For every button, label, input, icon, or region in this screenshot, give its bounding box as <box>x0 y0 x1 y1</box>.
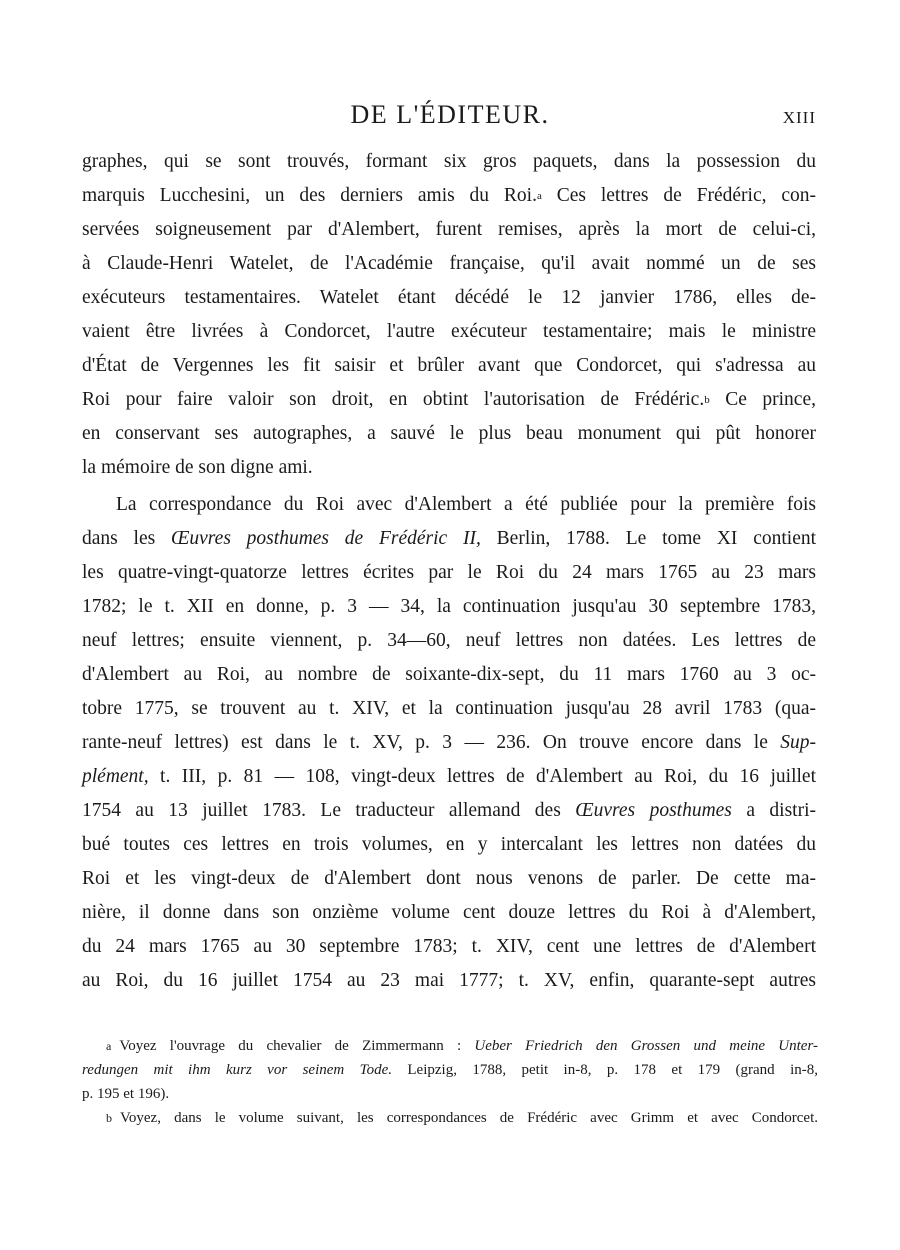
text-line: vaient être livrées à Condorcet, l'autre exécuteur testamentaire; mais le ministre <box>82 321 816 342</box>
text-line: du 24 mars 1765 au 30 septembre 1783; t. XIV, cent une lettres de d'Alembert <box>82 936 816 957</box>
text-line: la mémoire de son digne ami. <box>82 457 313 478</box>
book-title: Sup- <box>780 732 816 753</box>
footnote-a-line: p. 195 et 196). <box>82 1086 170 1102</box>
text-line: marquis Lucchesini, un des derniers amis du Roi.a Ces lettres de Frédéric, con- <box>82 185 816 206</box>
text-line: à Claude-Henri Watelet, de l'Académie française, qu'il avait nommé un de ses <box>82 253 816 274</box>
footnote-a: a Voyez l'ouvrage du chevalier de Zimmermann : Ueber Friedrich den Grossen und meine Unter- <box>106 1038 818 1054</box>
text-line: Roi pour faire valoir son droit, en obtint l'autorisation de Frédéric.b Ce prince, <box>82 389 816 410</box>
text-line: Roi et les vingt-deux de d'Alembert dont nous venons de parler. De cette ma- <box>82 868 816 889</box>
running-head <box>0 100 900 134</box>
text-line: rante-neuf lettres) est dans le t. XV, p. 3 — 236. On trouve encore dans le Sup- <box>82 732 816 753</box>
body-text <box>82 145 816 998</box>
text-line: 1754 au 13 juillet 1783. Le traducteur allemand des Œuvres posthumes a distri- <box>82 800 816 821</box>
text-line: La correspondance du Roi avec d'Alembert a été publiée pour la première fois <box>116 494 816 515</box>
text-line: au Roi, du 16 juillet 1754 au 23 mai 1777; t. XV, enfin, quarante-sept autres <box>82 970 816 991</box>
footnote-marker: a <box>106 1039 112 1053</box>
text-line: d'État de Vergennes les fit saisir et brûler avant que Condorcet, qui s'adressa au <box>82 355 816 376</box>
text-line: neuf lettres; ensuite viennent, p. 34—60, neuf lettres non datées. Les lettres de <box>82 630 816 651</box>
text-line: dans les Œuvres posthumes de Frédéric II, Berlin, 1788. Le tome XI contient <box>82 528 817 549</box>
book-title: plément, <box>82 766 149 787</box>
text-line: exécuteurs testamentaires. Watelet étant décédé le 12 janvier 1786, elles de- <box>82 287 816 308</box>
text-line: bué toutes ces lettres en trois volumes, en y intercalant les lettres non datées du <box>82 834 816 855</box>
footnote-b: b Voyez, dans le volume suivant, les correspondances de Frédéric avec Grimm et avec Condorcet. <box>106 1110 818 1126</box>
text-line: graphes, qui se sont trouvés, formant six gros paquets, dans la possession du <box>82 151 816 172</box>
book-title: Ueber Friedrich den Grossen und meine Unter- <box>474 1038 818 1054</box>
footnote-marker: b <box>106 1111 112 1125</box>
text-line: plément, t. III, p. 81 — 108, vingt-deux lettres de d'Alembert au Roi, du 16 juillet <box>82 766 816 787</box>
text-line: tobre 1775, se trouvent au t. XIV, et la continuation jusqu'au 28 avril 1783 (qua- <box>82 698 816 719</box>
footnote-ref-a[interactable]: a <box>536 190 542 202</box>
footnote-ref-b[interactable]: b <box>704 394 710 406</box>
text-line: servées soigneusement par d'Alembert, furent remises, après la mort de celui-ci, <box>82 219 816 240</box>
footnotes <box>82 1034 818 1130</box>
book-title: redungen mit ihm kurz vor seinem Tode. <box>82 1062 392 1078</box>
footnote-a-line: redungen mit ihm kurz vor seinem Tode. Leipzig, 1788, petit in-8, p. 178 et 179 (grand in-8, <box>82 1062 818 1078</box>
text-line: les quatre-vingt-quatorze lettres écrites par le Roi du 24 mars 1765 au 23 mars <box>82 562 816 583</box>
text-line: en conservant ses autographes, a sauvé le plus beau monument qui pût honorer <box>82 423 816 444</box>
book-title: Œuvres posthumes <box>575 800 732 821</box>
book-title: Œuvres posthumes de Frédéric II, <box>170 528 481 549</box>
text-line: nière, il donne dans son onzième volume cent douze lettres du Roi à d'Alembert, <box>82 902 816 923</box>
page-title: DE L'ÉDITEUR. <box>350 100 550 129</box>
text-line: d'Alembert au Roi, au nombre de soixante-dix-sept, du 11 mars 1760 au 3 oc- <box>82 664 816 685</box>
page-number: XIII <box>782 108 816 127</box>
text-line: 1782; le t. XII en donne, p. 3 — 34, la continuation jusqu'au 30 septembre 1783, <box>82 596 816 617</box>
